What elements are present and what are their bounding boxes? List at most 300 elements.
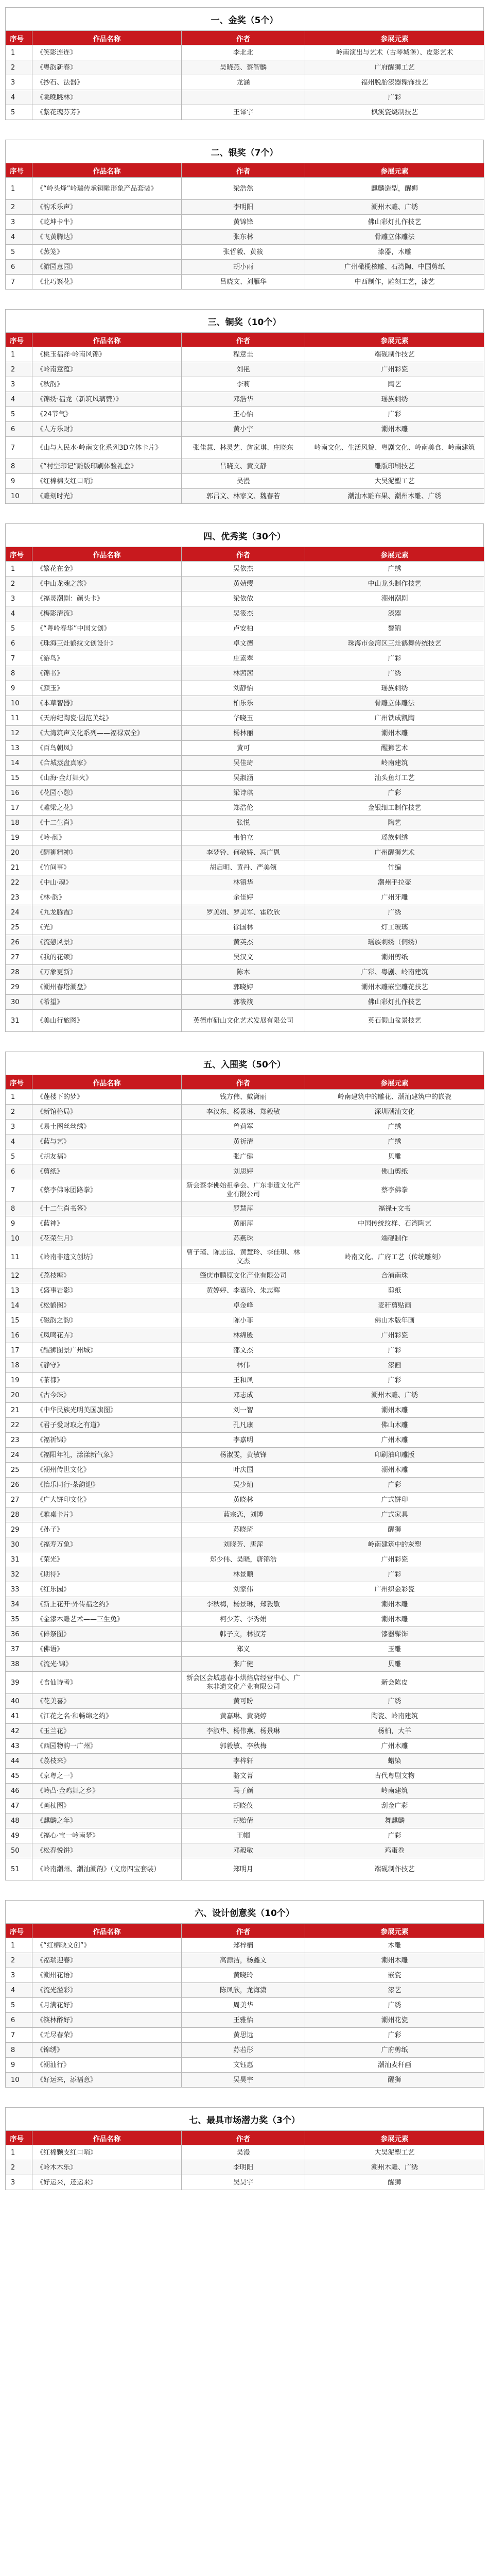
cell-author: 黄晓林 bbox=[182, 1493, 305, 1507]
cell-work-name: 《筷林醉好》 bbox=[32, 2013, 182, 2028]
cell-heritage-element: 广彩 bbox=[305, 2028, 484, 2043]
cell-heritage-element: 印刷油印雕版 bbox=[305, 1448, 484, 1463]
column-header-element: 参展元素 bbox=[305, 1075, 484, 1090]
cell-heritage-element: 广州木雕 bbox=[305, 1433, 484, 1448]
cell-author: 黄婧缨 bbox=[182, 577, 305, 591]
cell-author: 吴昊宇 bbox=[182, 2175, 305, 2190]
cell-work-name: 《福心·宝一岭南梦》 bbox=[32, 1828, 182, 1843]
table-row bbox=[6, 756, 484, 771]
cell-no: 36 bbox=[6, 1627, 32, 1642]
cell-work-name: 《九龙腾霞》 bbox=[32, 905, 182, 920]
column-header-name: 作品名称 bbox=[32, 31, 182, 45]
table-header-row bbox=[6, 2131, 484, 2145]
cell-author: 黄嘉琳、黄晓婷 bbox=[182, 1709, 305, 1724]
cell-heritage-element: 蜡染 bbox=[305, 1754, 484, 1769]
cell-work-name: 《“岭头烽”岭瑞传承铜雕形象产品套装》 bbox=[32, 178, 182, 200]
table-row bbox=[6, 75, 484, 90]
column-header-name: 作品名称 bbox=[32, 1075, 182, 1090]
cell-author: 郭筱筱 bbox=[182, 995, 305, 1010]
award-section bbox=[5, 140, 484, 290]
cell-work-name: 《北巧繁花》 bbox=[32, 275, 182, 290]
column-header-author: 作者 bbox=[182, 333, 305, 347]
cell-heritage-element: 潮州木雕 bbox=[305, 1463, 484, 1478]
cell-no: 11 bbox=[6, 711, 32, 726]
table-row bbox=[6, 1799, 484, 1814]
cell-author: 文钰惠 bbox=[182, 2058, 305, 2073]
table-row bbox=[6, 786, 484, 801]
column-header-element: 参展元素 bbox=[305, 547, 484, 562]
cell-no: 41 bbox=[6, 1709, 32, 1724]
cell-work-name: 《好运来，还运来》 bbox=[32, 2175, 182, 2190]
cell-heritage-element: 大吴泥塑工艺 bbox=[305, 474, 484, 489]
table-row bbox=[6, 1843, 484, 1858]
column-header-no: 序号 bbox=[6, 333, 32, 347]
cell-work-name: 《天府纪陶瓷·因范美绽》 bbox=[32, 711, 182, 726]
cell-author: 骆文菁 bbox=[182, 1769, 305, 1784]
cell-heritage-element: 潮州花瓷 bbox=[305, 2013, 484, 2028]
cell-no: 26 bbox=[6, 1478, 32, 1493]
cell-author: 黄英杰 bbox=[182, 935, 305, 950]
cell-work-name: 《乾坤卡牛》 bbox=[32, 215, 182, 230]
cell-no: 15 bbox=[6, 771, 32, 786]
cell-work-name: 《红棉颗支红口哨》 bbox=[32, 2145, 182, 2160]
table-header-row bbox=[6, 31, 484, 45]
cell-heritage-element: 剪纸 bbox=[305, 1283, 484, 1298]
cell-author: 苏若彤 bbox=[182, 2043, 305, 2058]
cell-no: 8 bbox=[6, 666, 32, 681]
cell-work-name: 《岭木木乐》 bbox=[32, 2160, 182, 2175]
cell-heritage-element: 麒麟造型，醒狮 bbox=[305, 178, 484, 200]
cell-heritage-element: 潮州剪纸 bbox=[305, 950, 484, 965]
section-title: 一、金奖（5个） bbox=[5, 7, 484, 30]
cell-heritage-element: 竹编 bbox=[305, 860, 484, 875]
cell-no: 42 bbox=[6, 1724, 32, 1739]
cell-no: 2 bbox=[6, 577, 32, 591]
cell-author: 林景顺 bbox=[182, 1567, 305, 1582]
cell-heritage-element: 潮州木雕 bbox=[305, 1612, 484, 1627]
table-row bbox=[6, 1358, 484, 1373]
cell-author: 黄可 bbox=[182, 741, 305, 756]
cell-no: 1 bbox=[6, 178, 32, 200]
table-row bbox=[6, 696, 484, 711]
cell-no: 28 bbox=[6, 1507, 32, 1522]
cell-no: 4 bbox=[6, 90, 32, 105]
cell-no: 13 bbox=[6, 1283, 32, 1298]
cell-no: 19 bbox=[6, 1373, 32, 1388]
cell-work-name: 《山海·金灯舞火》 bbox=[32, 771, 182, 786]
table-row bbox=[6, 1105, 484, 1120]
cell-no: 23 bbox=[6, 890, 32, 905]
table-row bbox=[6, 1268, 484, 1283]
cell-heritage-element: 岭南演出与艺术（古琴城堡）、皮影艺术 bbox=[305, 45, 484, 60]
cell-no: 50 bbox=[6, 1843, 32, 1858]
cell-no: 26 bbox=[6, 935, 32, 950]
cell-work-name: 《荔枝来》 bbox=[32, 1754, 182, 1769]
cell-heritage-element: 广绣 bbox=[305, 1998, 484, 2013]
cell-no: 31 bbox=[6, 1010, 32, 1032]
cell-work-name: 《游鸟》 bbox=[32, 651, 182, 666]
cell-no: 46 bbox=[6, 1784, 32, 1799]
cell-heritage-element: 醒狮 bbox=[305, 1522, 484, 1537]
cell-no: 3 bbox=[6, 591, 32, 606]
cell-heritage-element: 佛山木雕 bbox=[305, 1418, 484, 1433]
table-row bbox=[6, 1814, 484, 1828]
cell-no: 3 bbox=[6, 215, 32, 230]
cell-work-name: 《十二生肖书签》 bbox=[32, 1201, 182, 1216]
cell-heritage-element: 中国传统纹样、石湾陶艺 bbox=[305, 1216, 484, 1231]
column-header-author: 作者 bbox=[182, 1075, 305, 1090]
cell-heritage-element: 潮州木雕 bbox=[305, 1597, 484, 1612]
cell-work-name: 《“粤岭春华”中国文创》 bbox=[32, 621, 182, 636]
cell-no: 18 bbox=[6, 816, 32, 831]
cell-author: 王心怡 bbox=[182, 407, 305, 422]
cell-author: 黄祈清 bbox=[182, 1134, 305, 1149]
cell-heritage-element: 佛山彩灯扎作技艺 bbox=[305, 995, 484, 1010]
cell-work-name: 《君子爱财取之有道》 bbox=[32, 1418, 182, 1433]
cell-author: 陈木 bbox=[182, 965, 305, 980]
cell-author: 罗美娟、罗美军、霍欣欣 bbox=[182, 905, 305, 920]
cell-work-name: 《我的花颂》 bbox=[32, 950, 182, 965]
table-row bbox=[6, 1298, 484, 1313]
cell-heritage-element: 潮州手拉壶 bbox=[305, 875, 484, 890]
cell-no: 27 bbox=[6, 1493, 32, 1507]
table-row bbox=[6, 474, 484, 489]
column-header-author: 作者 bbox=[182, 547, 305, 562]
cell-no: 2 bbox=[6, 200, 32, 215]
cell-author: 郑梓楠 bbox=[182, 1938, 305, 1953]
table-header-row bbox=[6, 547, 484, 562]
cell-work-name: 《醒狮精神》 bbox=[32, 845, 182, 860]
cell-heritage-element: 潮州木雕 bbox=[305, 1403, 484, 1418]
cell-heritage-element: 广州牙雕 bbox=[305, 890, 484, 905]
column-header-name: 作品名称 bbox=[32, 547, 182, 562]
cell-work-name: 《蒸笼》 bbox=[32, 245, 182, 260]
cell-work-name: 《岭南意蕴》 bbox=[32, 362, 182, 377]
cell-work-name: 《林·韵》 bbox=[32, 890, 182, 905]
cell-author: 吴淑涵 bbox=[182, 771, 305, 786]
cell-no: 25 bbox=[6, 1463, 32, 1478]
table-row bbox=[6, 711, 484, 726]
section-title: 七、最具市场潜力奖（3个） bbox=[5, 2107, 484, 2130]
section-title: 四、优秀奖（30个） bbox=[5, 523, 484, 547]
cell-no: 5 bbox=[6, 621, 32, 636]
cell-no: 1 bbox=[6, 1090, 32, 1105]
cell-work-name: 《红棉棉支红口哨》 bbox=[32, 474, 182, 489]
table-row bbox=[6, 1216, 484, 1231]
table-row bbox=[6, 801, 484, 816]
cell-author: 孔凡康 bbox=[182, 1418, 305, 1433]
cell-work-name: 《福祈锦》 bbox=[32, 1433, 182, 1448]
cell-author: 吴汉文 bbox=[182, 950, 305, 965]
cell-heritage-element: 岭南建筑中的雕花、潮汕建筑中的嵌瓷 bbox=[305, 1090, 484, 1105]
table-row bbox=[6, 905, 484, 920]
cell-work-name: 《岭南潮州、潮汕潮韵》（文房四宝套装） bbox=[32, 1858, 182, 1880]
cell-no: 11 bbox=[6, 1246, 32, 1268]
table-row bbox=[6, 1433, 484, 1448]
cell-author: 陈小菲 bbox=[182, 1313, 305, 1328]
cell-heritage-element: 潮州潮剧 bbox=[305, 591, 484, 606]
cell-heritage-element: 广绣 bbox=[305, 1694, 484, 1709]
cell-work-name: 《合城蒸盘真家》 bbox=[32, 756, 182, 771]
cell-no: 7 bbox=[6, 437, 32, 459]
table-row bbox=[6, 1179, 484, 1201]
cell-no: 20 bbox=[6, 845, 32, 860]
table-row bbox=[6, 1463, 484, 1478]
table-row bbox=[6, 1582, 484, 1597]
cell-work-name: 《凤鸣花卉》 bbox=[32, 1328, 182, 1343]
cell-work-name: 《中山龙魂之旅》 bbox=[32, 577, 182, 591]
cell-no: 10 bbox=[6, 1231, 32, 1246]
section-title: 六、设计创意奖（10个） bbox=[5, 1900, 484, 1923]
cell-heritage-element: 舞麒麟 bbox=[305, 1814, 484, 1828]
cell-author: 刘静怡 bbox=[182, 681, 305, 696]
cell-author: 华晓玉 bbox=[182, 711, 305, 726]
cell-work-name: 《怡乐同行·茶韵迎》 bbox=[32, 1478, 182, 1493]
cell-author: 苏燕珠 bbox=[182, 1231, 305, 1246]
table-row bbox=[6, 726, 484, 741]
table-row bbox=[6, 1343, 484, 1358]
cell-work-name: 《眺晚眺林》 bbox=[32, 90, 182, 105]
cell-author: 龙涵 bbox=[182, 75, 305, 90]
cell-author: 梁浩然 bbox=[182, 178, 305, 200]
award-section bbox=[5, 1052, 484, 1880]
column-header-author: 作者 bbox=[182, 163, 305, 178]
table-row bbox=[6, 1724, 484, 1739]
section-title: 三、铜奖（10个） bbox=[5, 309, 484, 332]
table-row bbox=[6, 577, 484, 591]
table-row bbox=[6, 1953, 484, 1968]
table-row bbox=[6, 90, 484, 105]
table-row bbox=[6, 215, 484, 230]
cell-author: 邓浩华 bbox=[182, 392, 305, 407]
cell-author: 刘一智 bbox=[182, 1403, 305, 1418]
cell-no: 7 bbox=[6, 1179, 32, 1201]
cell-author: 王帼 bbox=[182, 1828, 305, 1843]
cell-heritage-element: 新会陈皮 bbox=[305, 1672, 484, 1694]
cell-author: 柏乐乐 bbox=[182, 696, 305, 711]
table-row bbox=[6, 230, 484, 245]
cell-work-name: 《锦绣》 bbox=[32, 2043, 182, 2058]
cell-author: 杨林丽 bbox=[182, 726, 305, 741]
cell-no: 16 bbox=[6, 786, 32, 801]
award-section bbox=[5, 2107, 484, 2190]
table-row bbox=[6, 2145, 484, 2160]
cell-work-name: 《繁花在金》 bbox=[32, 562, 182, 577]
cell-no: 17 bbox=[6, 801, 32, 816]
cell-work-name: 《麒麟之年》 bbox=[32, 1814, 182, 1828]
cell-heritage-element: 潮州木雕 bbox=[305, 1953, 484, 1968]
cell-author: 卢安柏 bbox=[182, 621, 305, 636]
table-row bbox=[6, 890, 484, 905]
cell-heritage-element: 佛山木版年画 bbox=[305, 1313, 484, 1328]
cell-no: 35 bbox=[6, 1612, 32, 1627]
cell-heritage-element: 漆器 bbox=[305, 606, 484, 621]
cell-work-name: 《古今珠》 bbox=[32, 1388, 182, 1403]
table-row bbox=[6, 1657, 484, 1672]
table-row bbox=[6, 1672, 484, 1694]
cell-author: 曾莉军 bbox=[182, 1120, 305, 1134]
cell-heritage-element: 广彩 bbox=[305, 1828, 484, 1843]
cell-no: 1 bbox=[6, 1938, 32, 1953]
cell-heritage-element: 灯工玻璃 bbox=[305, 920, 484, 935]
cell-author: 李汉东、杨景琳、郑毅敏 bbox=[182, 1105, 305, 1120]
cell-no: 14 bbox=[6, 756, 32, 771]
cell-no: 1 bbox=[6, 347, 32, 362]
table-row bbox=[6, 1642, 484, 1657]
cell-heritage-element: 陶艺 bbox=[305, 816, 484, 831]
table-row bbox=[6, 1567, 484, 1582]
cell-author: 吴晓燕、蔡智麟 bbox=[182, 60, 305, 75]
cell-work-name: 《锦绣·福龙（新筑风璃赞）》 bbox=[32, 392, 182, 407]
cell-author: 李梦铃、何敏娇、冯广恩 bbox=[182, 845, 305, 860]
cell-work-name: 《流光·锦》 bbox=[32, 1657, 182, 1672]
cell-heritage-element: 佛山剪纸 bbox=[305, 1164, 484, 1179]
table-row bbox=[6, 45, 484, 60]
cell-author: 李明阳 bbox=[182, 200, 305, 215]
cell-heritage-element: 福禄+文书 bbox=[305, 1201, 484, 1216]
cell-work-name: 《飞黄腾达》 bbox=[32, 230, 182, 245]
cell-no: 5 bbox=[6, 407, 32, 422]
cell-author: 庄素翠 bbox=[182, 651, 305, 666]
table-row bbox=[6, 377, 484, 392]
cell-no: 49 bbox=[6, 1828, 32, 1843]
cell-author: 张东林 bbox=[182, 230, 305, 245]
cell-heritage-element: 端砚制作技艺 bbox=[305, 347, 484, 362]
cell-author: 程意圭 bbox=[182, 347, 305, 362]
cell-no: 29 bbox=[6, 1522, 32, 1537]
table-row bbox=[6, 245, 484, 260]
cell-no: 7 bbox=[6, 2028, 32, 2043]
cell-no: 22 bbox=[6, 875, 32, 890]
table-row bbox=[6, 1784, 484, 1799]
cell-heritage-element: 广州铁成凯陶 bbox=[305, 711, 484, 726]
table-header-row bbox=[6, 1924, 484, 1938]
cell-author: 郭毅敏、李秋梅 bbox=[182, 1739, 305, 1754]
cell-work-name: 《美山行旅图》 bbox=[32, 1010, 182, 1032]
cell-author: 王和凤 bbox=[182, 1373, 305, 1388]
cell-heritage-element: 中西制作，雕刻工艺，漆艺 bbox=[305, 275, 484, 290]
table-row bbox=[6, 1231, 484, 1246]
cell-no: 7 bbox=[6, 651, 32, 666]
table-row bbox=[6, 437, 484, 459]
cell-heritage-element: 广州彩瓷 bbox=[305, 362, 484, 377]
cell-work-name: 《大湾筑声文化系列——福禄双全》 bbox=[32, 726, 182, 741]
cell-no: 9 bbox=[6, 474, 32, 489]
cell-author: 胡小雨 bbox=[182, 260, 305, 275]
cell-author: 英德市研山文化艺术发展有限公司 bbox=[182, 1010, 305, 1032]
table-row bbox=[6, 636, 484, 651]
column-header-element: 参展元素 bbox=[305, 163, 484, 178]
cell-heritage-element: 瑶族刺绣（侗绣） bbox=[305, 935, 484, 950]
cell-heritage-element: 潮州木雕 bbox=[305, 726, 484, 741]
cell-no: 5 bbox=[6, 1998, 32, 2013]
cell-author: 张哲毅、黄筱 bbox=[182, 245, 305, 260]
column-header-element: 参展元素 bbox=[305, 1924, 484, 1938]
cell-author: 邓毅敏 bbox=[182, 1843, 305, 1858]
award-table bbox=[5, 1923, 484, 2088]
cell-no: 21 bbox=[6, 860, 32, 875]
cell-no: 32 bbox=[6, 1567, 32, 1582]
cell-no: 17 bbox=[6, 1343, 32, 1358]
cell-no: 4 bbox=[6, 606, 32, 621]
table-row bbox=[6, 1090, 484, 1105]
cell-heritage-element: 广州彩瓷 bbox=[305, 1328, 484, 1343]
table-row bbox=[6, 422, 484, 437]
award-section bbox=[5, 1900, 484, 2088]
column-header-author: 作者 bbox=[182, 1924, 305, 1938]
cell-no: 3 bbox=[6, 1120, 32, 1134]
table-row bbox=[6, 1283, 484, 1298]
cell-no: 28 bbox=[6, 965, 32, 980]
cell-no: 10 bbox=[6, 696, 32, 711]
column-header-element: 参展元素 bbox=[305, 2131, 484, 2145]
cell-no: 19 bbox=[6, 831, 32, 845]
cell-author: 郭晓婷 bbox=[182, 980, 305, 995]
cell-no: 34 bbox=[6, 1597, 32, 1612]
cell-author: 马子颜 bbox=[182, 1784, 305, 1799]
cell-author: 钱方伟、戴潇丽 bbox=[182, 1090, 305, 1105]
cell-heritage-element: 杨柏，大羊 bbox=[305, 1724, 484, 1739]
cell-heritage-element: 广彩 bbox=[305, 1567, 484, 1582]
cell-author: 李明阳 bbox=[182, 2160, 305, 2175]
cell-work-name: 《“村空印记”雕版印刷体验礼盒》 bbox=[32, 459, 182, 474]
cell-work-name: 《无尽春荣》 bbox=[32, 2028, 182, 2043]
cell-heritage-element: 广彩 bbox=[305, 1373, 484, 1388]
cell-no: 6 bbox=[6, 260, 32, 275]
award-table bbox=[5, 2130, 484, 2190]
cell-author: 吴依杰 bbox=[182, 562, 305, 577]
table-row bbox=[6, 1149, 484, 1164]
cell-work-name: 《万象更新》 bbox=[32, 965, 182, 980]
cell-heritage-element: 广式饼印 bbox=[305, 1493, 484, 1507]
cell-heritage-element: 广彩、粤剧、岭南建筑 bbox=[305, 965, 484, 980]
table-row bbox=[6, 1769, 484, 1784]
cell-no: 39 bbox=[6, 1672, 32, 1694]
cell-author: 刘艳 bbox=[182, 362, 305, 377]
cell-no: 45 bbox=[6, 1769, 32, 1784]
cell-no: 30 bbox=[6, 995, 32, 1010]
cell-no: 24 bbox=[6, 905, 32, 920]
cell-author: 郭吕文、林家文、魏春若 bbox=[182, 489, 305, 504]
cell-no: 16 bbox=[6, 1328, 32, 1343]
table-row bbox=[6, 1507, 484, 1522]
cell-heritage-element: 广州醒狮艺术 bbox=[305, 845, 484, 860]
cell-author: 吴昊宇 bbox=[182, 2073, 305, 2088]
cell-no: 18 bbox=[6, 1358, 32, 1373]
cell-author: 林茜茜 bbox=[182, 666, 305, 681]
column-header-author: 作者 bbox=[182, 31, 305, 45]
cell-work-name: 《雕刻时光》 bbox=[32, 489, 182, 504]
cell-heritage-element: 骨雕立体雕法 bbox=[305, 230, 484, 245]
cell-no: 38 bbox=[6, 1657, 32, 1672]
table-row bbox=[6, 1537, 484, 1552]
cell-no: 7 bbox=[6, 275, 32, 290]
cell-work-name: 《“红棉映文创”》 bbox=[32, 1938, 182, 1953]
cell-no: 12 bbox=[6, 1268, 32, 1283]
cell-work-name: 《剪纸》 bbox=[32, 1164, 182, 1179]
cell-heritage-element: 潮汕木雕布果、潮州木雕、广绣 bbox=[305, 489, 484, 504]
cell-no: 6 bbox=[6, 1164, 32, 1179]
cell-author: 林镇华 bbox=[182, 875, 305, 890]
cell-heritage-element: 岭南文化、生活风貌、粤剧文化、岭南美食、岭南建筑 bbox=[305, 437, 484, 459]
cell-author: 吴筱杰 bbox=[182, 606, 305, 621]
cell-heritage-element: 木雕 bbox=[305, 1938, 484, 1953]
cell-no: 2 bbox=[6, 60, 32, 75]
cell-heritage-element: 深圳潮汕文化 bbox=[305, 1105, 484, 1120]
cell-heritage-element: 广绣 bbox=[305, 666, 484, 681]
cell-no: 13 bbox=[6, 741, 32, 756]
cell-no: 6 bbox=[6, 2013, 32, 2028]
